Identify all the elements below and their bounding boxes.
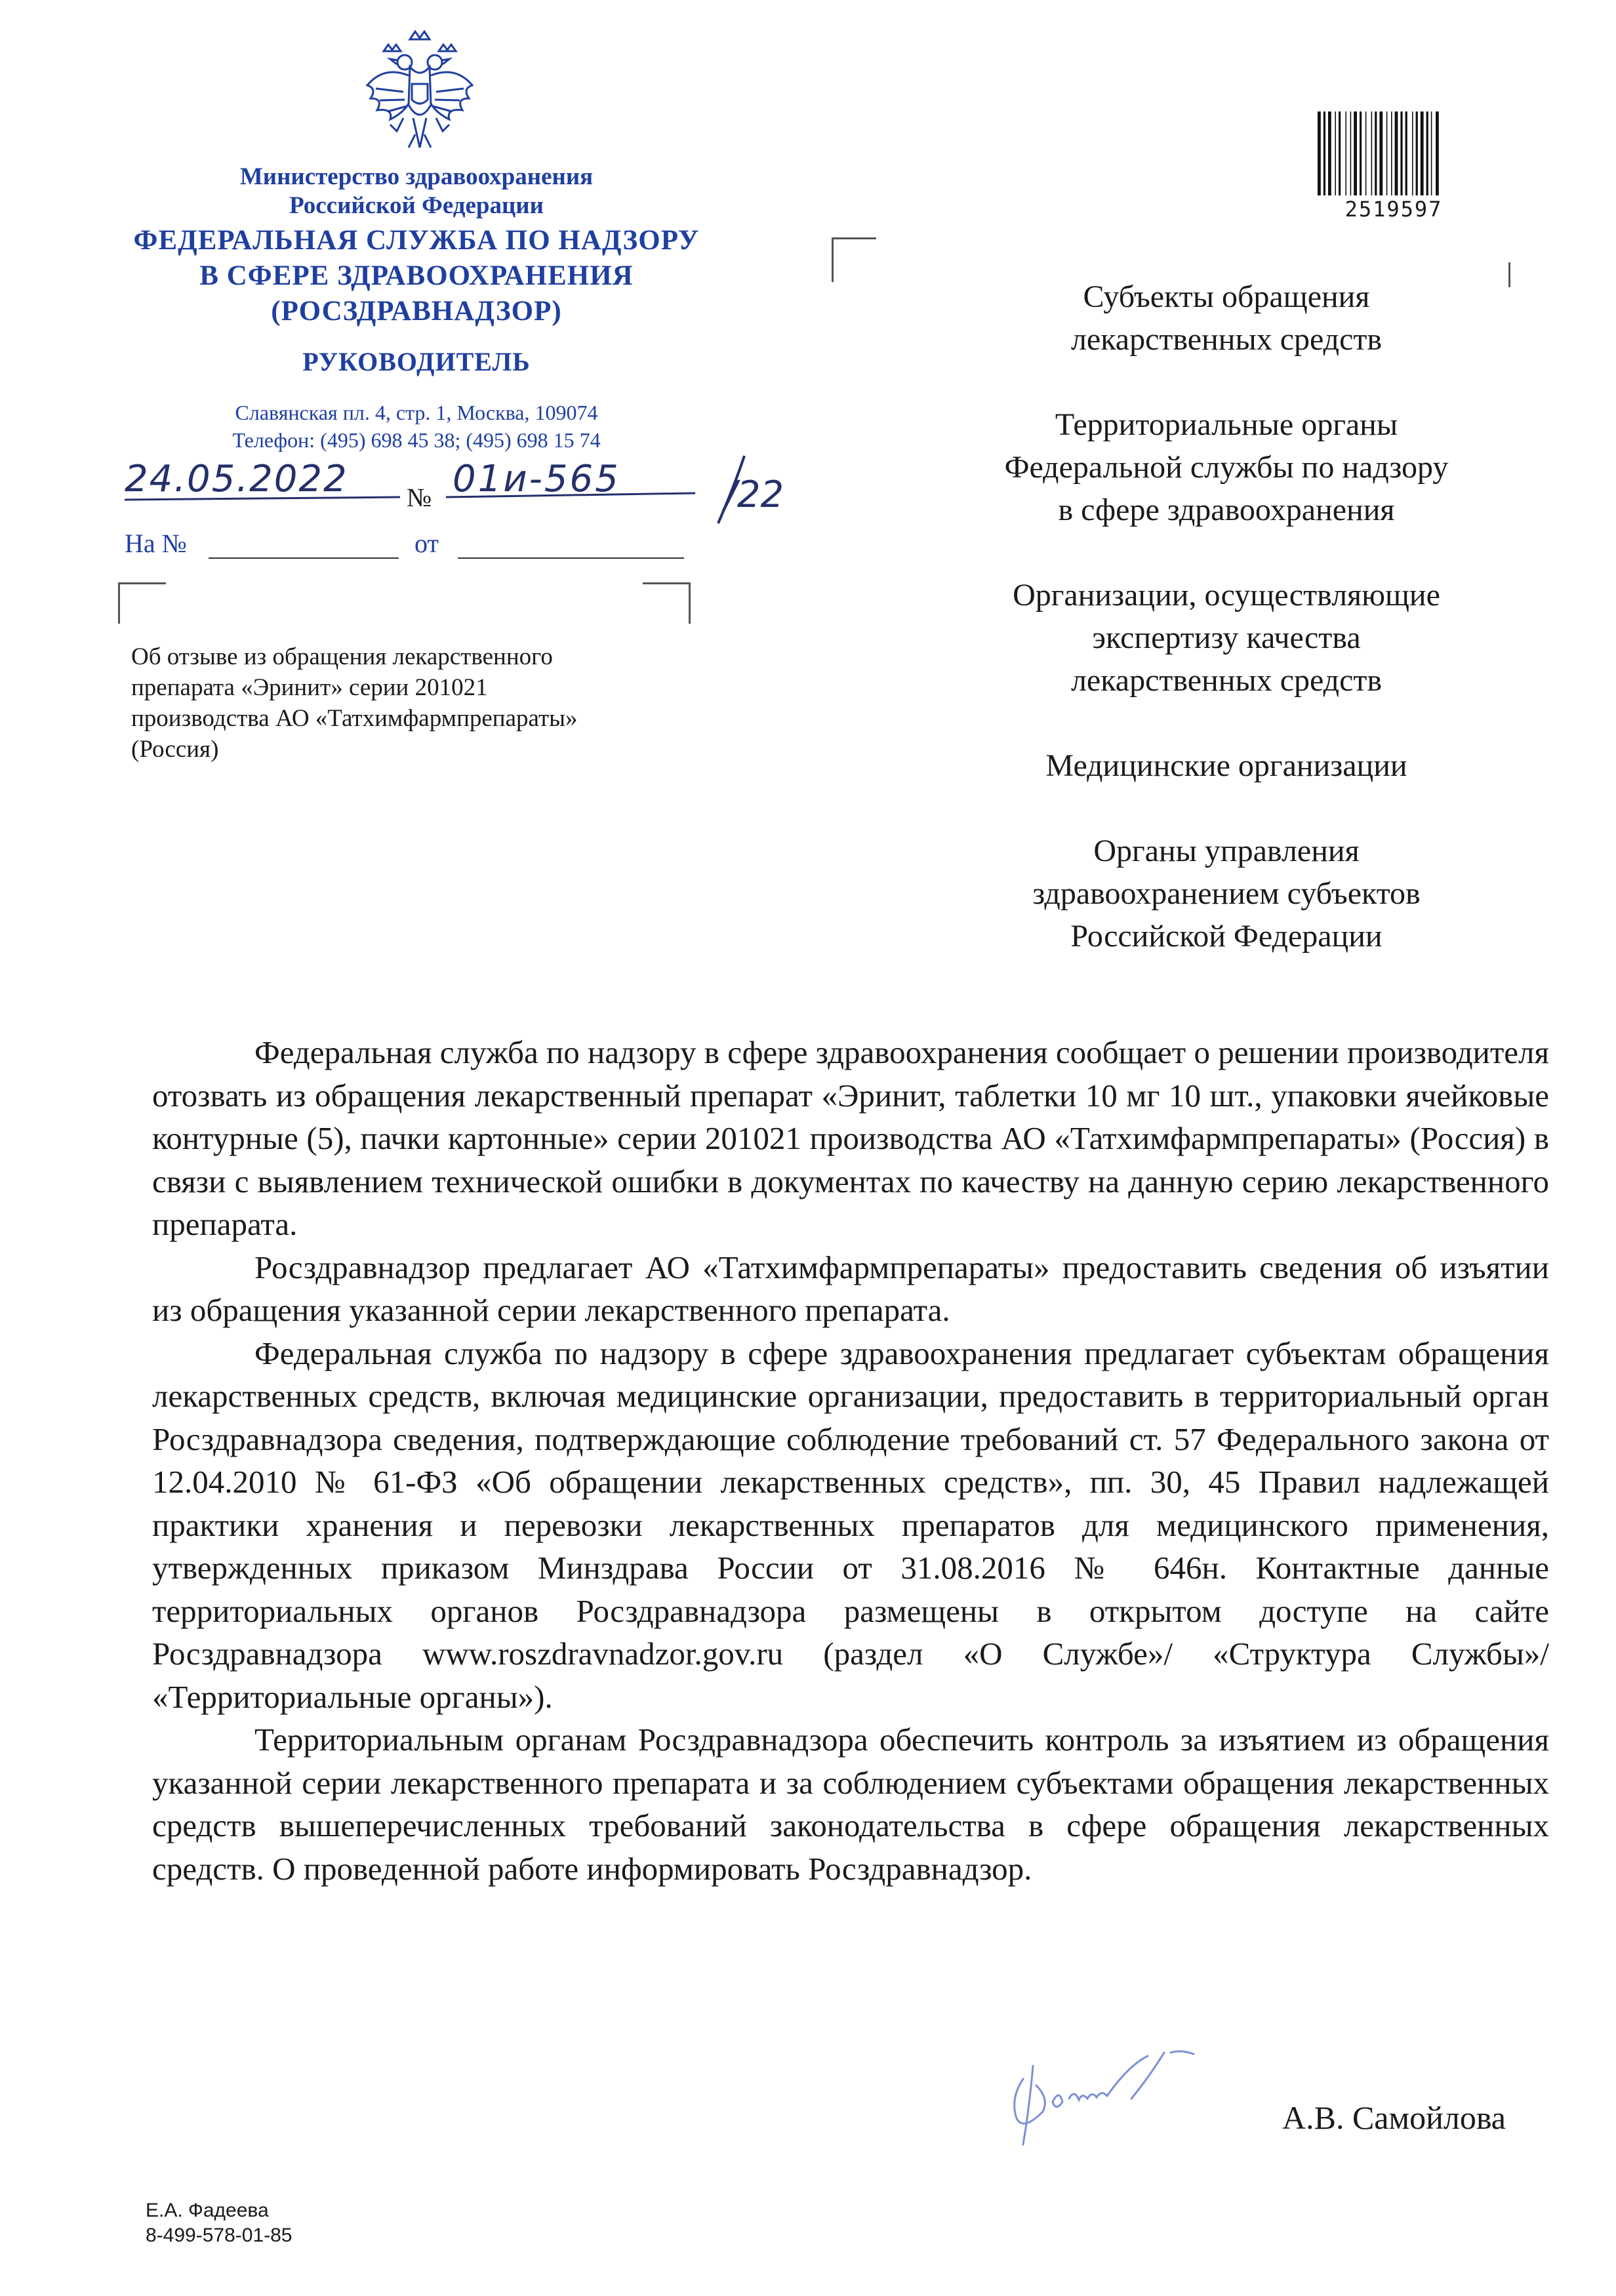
body-paragraph: Федеральная служба по надзору в сфере здравоохранения предлагает субъектам обращения лекарственных средств, включая медицинские организации, предоставить в территориальный орган Росздравнадзора сведения, подтверждающие соблюдение требований ст. 57 Федерального закона от 12.04.2010 № 61-ФЗ «Об обращении лекарственных средств», пп. 30, 45 Правил надлежащей практики хранения и перевозки лекарственных препаратов для медицинского применения, утвержденных приказом Минздрава России от 31.08.2016 № 646н. Контактные данные территориальных органов Росздравнадзора размещены в открытом доступе на сайте Росздравнадзора www.roszdravnadzor.gov.ru (раздел «О Службе»/ «Структура Службы»/ «Территориальные органы»). xyxy=(152,1335,1549,1715)
corner-mark xyxy=(118,582,166,624)
barcode xyxy=(1315,111,1472,200)
addressee-item: Организации, осуществляющие экспертизу качества лекарственных средств xyxy=(1013,578,1440,698)
barcode-number: 2519597 xyxy=(1344,197,1443,222)
addressee-item: Медицинские организации xyxy=(1045,748,1407,783)
body-paragraph: Федеральная служба по надзору в сфере здравоохранения сообщает о решении производителя отозвать из обращения лекарственный препарат «Эринит, таблетки 10 мг 10 шт., упаковки ячейковые контурные (5), пачки картонные» серии 201021 производства АО «Татхимфармпрепараты» (Россия) в связи с выявлением технической ошибки в документах по качеству на данную серию лекарственного препарата. xyxy=(152,1034,1549,1242)
corner-mark xyxy=(643,582,691,624)
service-name xyxy=(92,223,741,329)
reply-to-number-field xyxy=(209,557,399,559)
subject-line-4: (Россия) xyxy=(131,736,219,763)
phone-line: Телефон: (495) 698 45 38; (495) 698 15 74 xyxy=(232,428,601,452)
service-line-2: В СФЕРЕ ЗДРАВООХРАНЕНИЯ xyxy=(199,260,634,291)
subject-line-3: производства АО «Татхимфармпрепараты» xyxy=(131,705,578,732)
addressee-item: Органы управления здравоохранением субъектов Российской Федерации xyxy=(1032,834,1421,954)
addressee-item: Территориальные органы Федеральной службы по надзору в сфере здравоохранения xyxy=(1004,407,1449,527)
addressee-item: Субъекты обращения лекарственных средств xyxy=(1070,279,1383,357)
ministry-line-2: Российской Федерации xyxy=(289,192,544,219)
registration-date: 24.05.2022 xyxy=(125,458,348,500)
reply-to-number-label: На № xyxy=(125,529,187,558)
service-line-1: ФЕДЕРАЛЬНАЯ СЛУЖБА ПО НАДЗОРУ xyxy=(133,225,700,256)
letter-subject xyxy=(131,641,708,765)
executor-info xyxy=(146,2198,293,2248)
subject-line-1: Об отзыве из обращения лекарственного xyxy=(131,643,553,670)
body-paragraph: Территориальным органам Росздравнадзора обеспечить контроль за изъятием из обращения указанной серии лекарственного препарата и за соблюдением субъектами обращения лекарственных средств вышеперечисленных требований законодательства в сфере обращения лекарственных средств. О проведенной работе информировать Росздравнадзор. xyxy=(152,1722,1549,1887)
addressee-list xyxy=(866,275,1587,1000)
reply-to-date-label: от xyxy=(414,529,439,558)
reply-to-date-field xyxy=(458,557,684,559)
head-title: РУКОВОДИТЕЛЬ xyxy=(302,347,531,376)
ministry-line-1: Министерство здравоохранения xyxy=(239,163,594,190)
executor-name: Е.А. Фадеева xyxy=(146,2200,269,2221)
registration-number-suffix: /22 xyxy=(725,473,784,516)
ministry-name xyxy=(151,163,682,220)
address-line: Славянская пл. 4, стр. 1, Москва, 109074 xyxy=(235,401,598,424)
service-line-3: (РОСЗДРАВНАДЗОР) xyxy=(271,296,562,327)
russian-coat-of-arms-icon xyxy=(357,26,482,164)
letter-body xyxy=(152,1031,1549,1890)
handwritten-signature-icon xyxy=(997,2040,1200,2151)
signer-name: А.В. Самойлова xyxy=(1282,2099,1506,2136)
executor-phone: 8-499-578-01-85 xyxy=(146,2225,293,2246)
subject-line-2: препарата «Эринит» серии 201021 xyxy=(131,674,488,701)
body-paragraph: Росздравнадзор предлагает АО «Татхимфармпрепараты» предоставить сведения об изъятии из обращения указанной серии лекарственного препарата. xyxy=(152,1249,1549,1328)
letterhead-address xyxy=(151,399,682,454)
registration-number: 01и-565 xyxy=(453,458,620,500)
registration-number-sign: № xyxy=(407,483,432,512)
